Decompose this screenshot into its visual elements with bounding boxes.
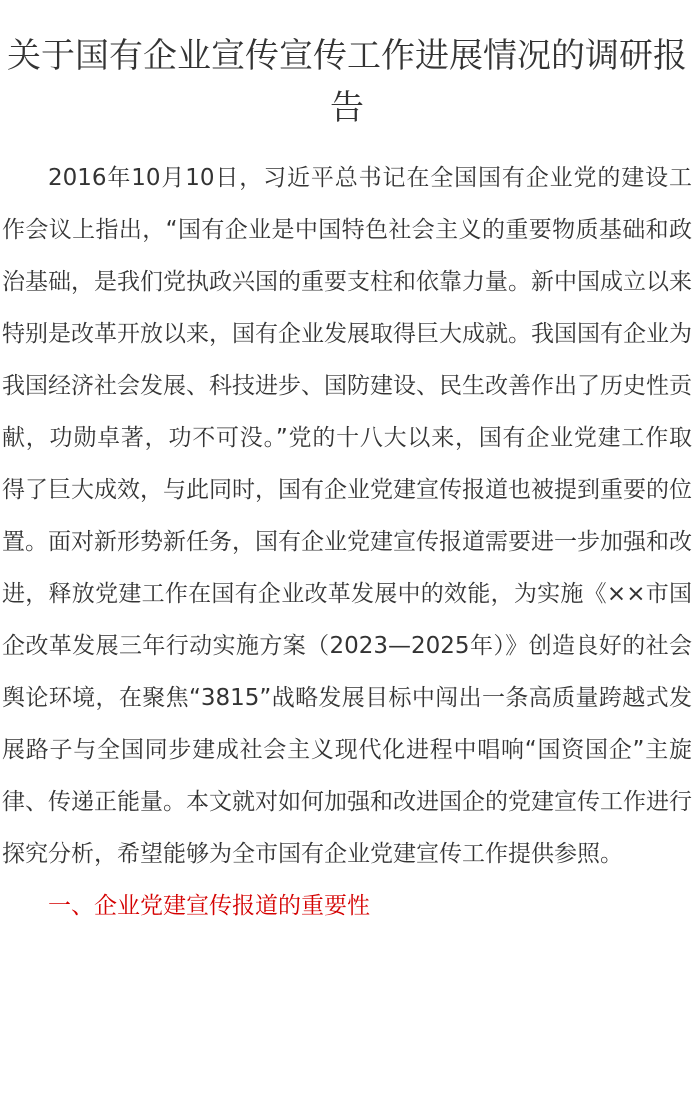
document-title: 关于国有企业宣传宣传工作进展情况的调研报告 <box>7 36 687 128</box>
intro-paragraph: 2016年10月10日，习近平总书记在全国国有企业党的建设工作会议上指出，“国有企业是中国特色社会主义的重要物质基础和政治基础，是我们党执政兴国的重要支柱和依靠力量。新中国成立以来特别是改革开放以来，国有企业发展取得巨大成就。我国国有企业为我国经济社会发展、科技进步、国防建设、民生改善作出了历史性贡献，功勋卓著，功不可没。”党的十八大以来，国有企业党建工作取得了巨大成效，与此同时，国有企业党建宣传报道也被提到重要的位置。面对新形势新任务，国有企业党建宣传报道需要进一步加强和改进，释放党建工作在国有企业改革发展中的效能，为实施《××市国企改革发展三年行动实施方案（2023—2025年）》创造良好的社会舆论环境，在聚焦“3815”战略发展目标中闯出一条高质量跨越式发展路子与全国同步建成社会主义现代化进程中唱响“国资国企”主旋律、传递正能量。本文就对如何加强和改进国企的党建宣传工作进行探究分析，希望能够为全市国有企业党建宣传工作提供参照。 <box>2 165 692 867</box>
section-heading: 一、企业党建宣传报道的重要性 <box>48 893 370 919</box>
